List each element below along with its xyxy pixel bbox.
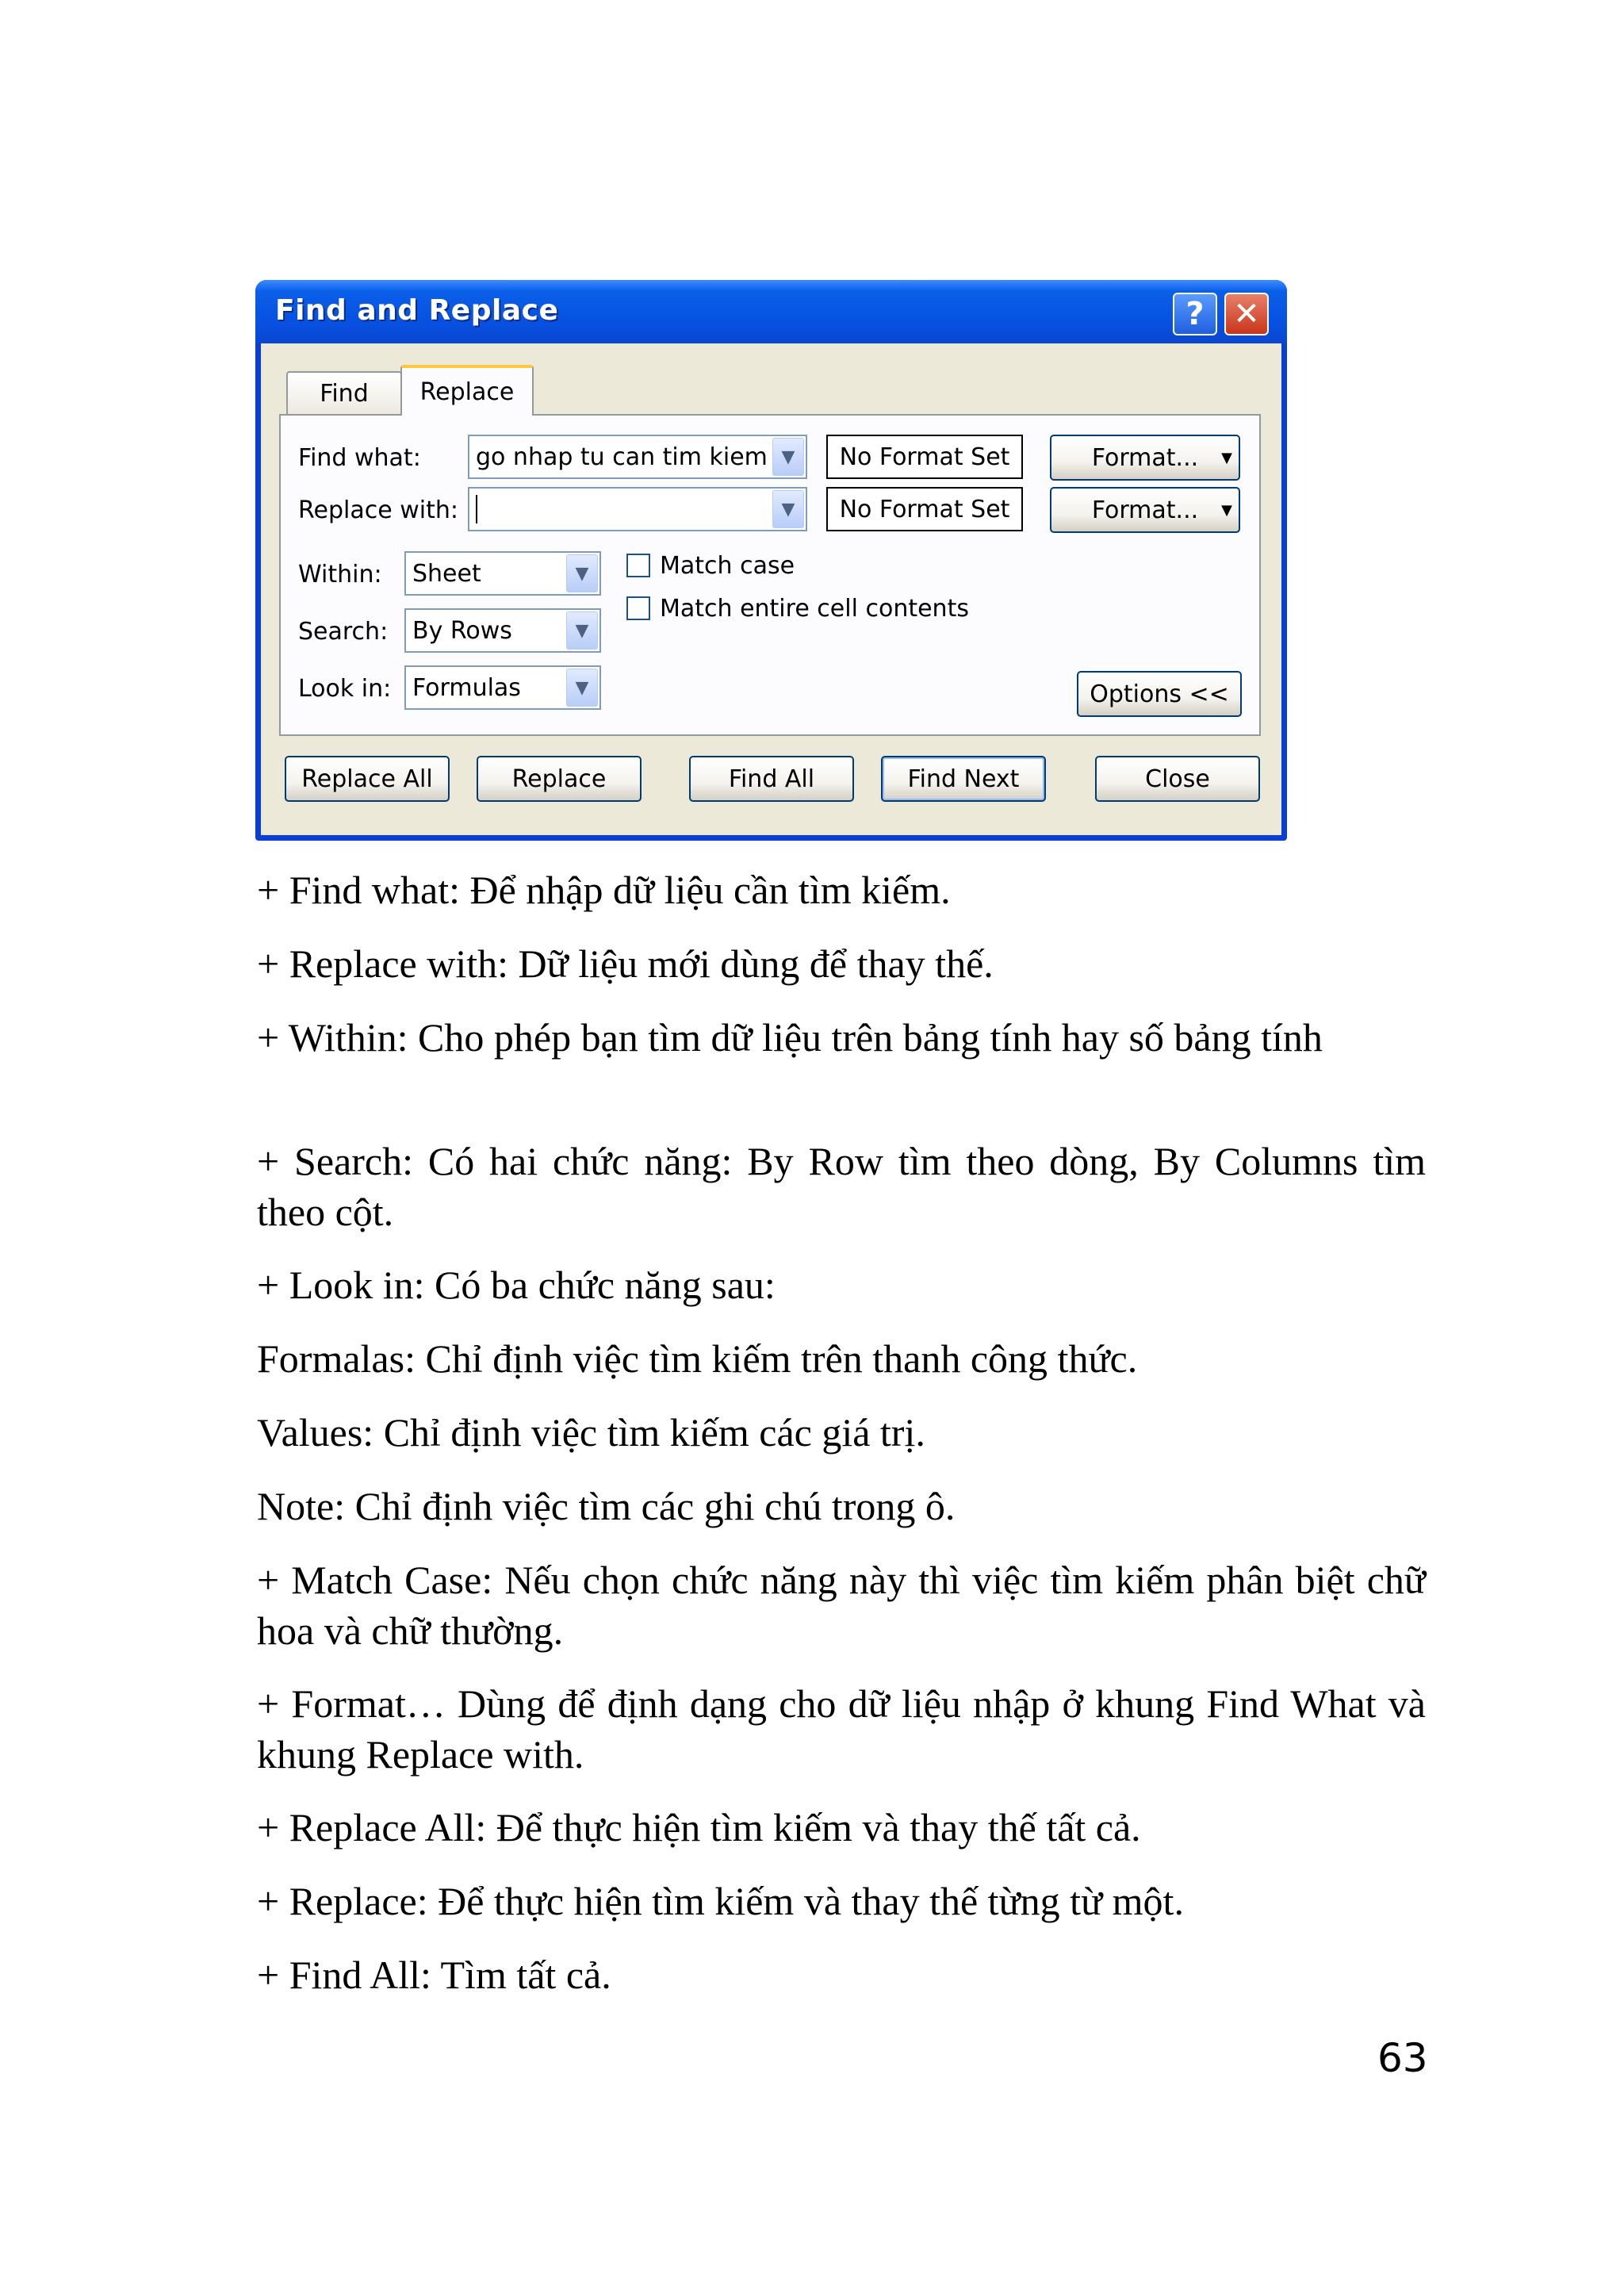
find-format-button[interactable] xyxy=(1050,435,1240,481)
within-select[interactable] xyxy=(404,551,601,596)
paragraph-replace-with: + Replace with: Dữ liệu mới dùng để thay thế. xyxy=(257,941,994,986)
help-icon: ? xyxy=(1185,296,1205,332)
paragraph-replace: + Replace: Để thực hiện tìm kiếm và thay thế từng từ một. xyxy=(257,1879,1184,1923)
title-bar[interactable] xyxy=(255,280,1287,343)
paragraph-search: + Search: Có hai chức năng: By Row tìm theo dòng, By Columns tìm theo cột. xyxy=(257,1139,1426,1234)
find-what-value: go nhap tu can tim kiem xyxy=(476,443,768,471)
chevron-down-icon[interactable]: ▼ xyxy=(566,611,598,650)
replace-with-combo[interactable] xyxy=(468,487,807,531)
chevron-down-icon[interactable]: ▼ xyxy=(566,554,598,592)
chevron-down-icon[interactable]: ▼ xyxy=(772,438,804,476)
find-all-button[interactable]: Find All xyxy=(689,756,854,802)
chevron-down-icon[interactable]: ▼ xyxy=(772,490,804,528)
replace-button[interactable]: Replace xyxy=(477,756,642,802)
find-what-label: Find what: xyxy=(298,444,421,472)
within-label: Within: xyxy=(298,561,382,588)
dropdown-arrow-icon: ▼ xyxy=(1221,449,1232,466)
match-entire-label: Match entire cell contents xyxy=(660,595,969,623)
find-next-button[interactable]: Find Next xyxy=(881,756,1046,802)
chevron-down-icon[interactable]: ▼ xyxy=(566,669,598,707)
match-entire-checkbox[interactable] xyxy=(626,596,650,620)
paragraph-replace-all: + Replace All: Để thực hiện tìm kiếm và thay thế tất cả. xyxy=(257,1805,1141,1849)
tab-find[interactable] xyxy=(286,371,402,414)
dropdown-arrow-icon: ▼ xyxy=(1221,501,1232,519)
close-button[interactable]: Close xyxy=(1095,756,1260,802)
replace-with-label: Replace with: xyxy=(298,496,458,524)
replace-all-button[interactable]: Replace All xyxy=(285,756,450,802)
paragraph-look-in: + Look in: Có ba chức năng sau: xyxy=(257,1263,776,1307)
tab-replace-label: Replace xyxy=(419,378,515,406)
paragraph-match-case: + Match Case: Nếu chọn chức năng này thì việc tìm kiếm phân biệt chữ hoa và chữ thường. xyxy=(257,1558,1426,1653)
replace-format-preview: No Format Set xyxy=(826,487,1023,531)
page-number: 63 xyxy=(1377,2035,1428,2081)
replace-format-button[interactable] xyxy=(1050,487,1240,533)
search-label: Search: xyxy=(298,618,389,646)
look-in-select[interactable] xyxy=(404,665,601,710)
paragraph-formalas: Formalas: Chỉ định việc tìm kiếm trên thanh công thức. xyxy=(257,1336,1138,1381)
paragraph-within: + Within: Cho phép bạn tìm dữ liệu trên bảng tính hay số bảng tính xyxy=(257,1015,1323,1060)
replace-tab-panel xyxy=(279,414,1261,736)
find-what-combo[interactable] xyxy=(468,435,807,479)
paragraph-find-all: + Find All: Tìm tất cả. xyxy=(257,1953,611,1997)
paragraph-values: Values: Chỉ định việc tìm kiếm các giá trị. xyxy=(257,1410,925,1455)
match-case-checkbox[interactable] xyxy=(626,554,650,577)
paragraph-note: Note: Chỉ định việc tìm các ghi chú trong ô. xyxy=(257,1484,956,1528)
find-format-label: Format... xyxy=(1091,443,1199,472)
options-button[interactable]: Options << xyxy=(1077,671,1242,717)
close-icon: ✕ xyxy=(1233,296,1260,332)
text-caret xyxy=(476,495,477,523)
find-format-preview: No Format Set xyxy=(826,435,1023,479)
find-replace-dialog xyxy=(255,280,1287,841)
tab-replace[interactable] xyxy=(400,365,534,416)
search-select[interactable] xyxy=(404,608,601,653)
match-case-label: Match case xyxy=(660,552,795,580)
search-value: By Rows xyxy=(412,617,512,645)
look-in-label: Look in: xyxy=(298,675,392,703)
dialog-title: Find and Replace xyxy=(275,294,559,327)
help-button[interactable] xyxy=(1173,293,1217,335)
paragraph-find-what: + Find what: Để nhập dữ liệu cần tìm kiếm. xyxy=(257,868,951,912)
paragraph-format: + Format… Dùng để định dạng cho dữ liệu nhập ở khung Find What và khung Replace with. xyxy=(257,1681,1426,1777)
look-in-value: Formulas xyxy=(412,674,521,702)
dialog-client xyxy=(261,343,1281,835)
tab-find-label: Find xyxy=(320,379,369,408)
close-window-button[interactable] xyxy=(1224,293,1269,335)
within-value: Sheet xyxy=(412,560,481,588)
replace-format-label: Format... xyxy=(1091,496,1199,524)
